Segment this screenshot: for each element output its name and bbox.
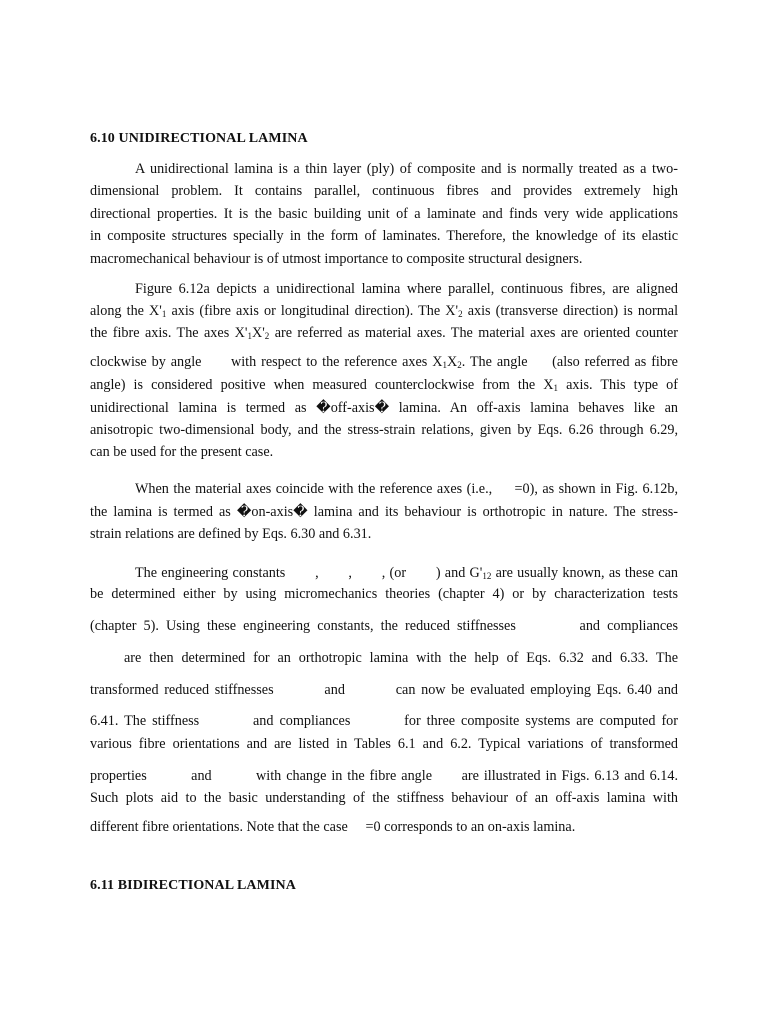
paragraph4-line3: (chapter 5). Using these engineering constants, the reduced stiffnesses and compliances	[90, 618, 678, 634]
subscript: 1	[161, 309, 167, 319]
paragraph1-line3: directional properties. It is the basic building unit of a laminate and finds very wide applications	[90, 206, 678, 222]
text-run: are usually known, as these can	[491, 565, 678, 581]
text-run: X	[446, 354, 458, 370]
paragraph2-line7: anisotropic two-dimensional body, and the stress-strain relations, given by Eqs. 6.26 through 6.29,	[90, 422, 678, 438]
paragraph1-line1: A unidirectional lamina is a thin layer (ply) of composite and is normally treated as a two-	[135, 161, 678, 177]
paragraph1-line2: dimensional problem. It contains parallel, continuous fibres and provides extremely high	[90, 183, 678, 199]
paragraph2-line6: unidirectional lamina is termed as �off-axis� lamina. An off-axis lamina behaves like an	[90, 400, 678, 416]
paragraph1-line4: in composite structures specially in the form of laminates. Therefore, the knowledge of its elastic	[90, 228, 678, 244]
text-run: are referred as material axes. The material axes are oriented counter	[269, 325, 678, 341]
text-run: axis. This type of	[558, 377, 678, 393]
paragraph3-line2: the lamina is termed as �on-axis� lamina and its behaviour is orthotropic in nature. The stress-	[90, 504, 678, 520]
text-run: clockwise by angle with respect to the reference axes X	[90, 354, 443, 370]
subscript: 1	[553, 383, 559, 393]
paragraph4-line6: 6.41. The stiffness and compliances for three composite systems are computed for	[90, 713, 678, 729]
text-run: axis (transverse direction) is normal	[462, 303, 679, 319]
section-heading-bidirectional: 6.11 BIDIRECTIONAL LAMINA	[90, 878, 296, 893]
subscript: 2	[458, 309, 463, 319]
section-heading-unidirectional: 6.10 UNIDIRECTIONAL LAMINA	[90, 131, 308, 146]
subscript: 2	[264, 331, 270, 341]
paragraph2-line8: can be used for the present case.	[90, 444, 274, 460]
paragraph4-line4: are then determined for an orthotropic lamina with the help of Eqs. 6.32 and 6.33. The	[124, 650, 678, 666]
text-run: the fibre axis. The axes X'	[90, 325, 248, 341]
paragraph4-line9: Such plots aid to the basic understanding of the stiffness behaviour of an off-axis lamina with	[90, 790, 678, 806]
paragraph4-line10: different fibre orientations. Note that the case =0 corresponds to an on-axis lamina.	[90, 819, 576, 835]
text-run: axis (fibre axis or longitudinal direction). The X'	[166, 303, 459, 319]
paragraph2-line1: Figure 6.12a depicts a unidirectional lamina where parallel, continuous fibres, are aligned	[135, 281, 678, 297]
text-run: X'	[251, 325, 265, 341]
paragraph2-line2	[90, 302, 678, 320]
subscript: 1	[442, 360, 447, 370]
text-run: The engineering constants , , , (or ) and G'	[135, 565, 483, 581]
paragraph4-line1	[135, 564, 678, 582]
paragraph4-line8: properties and with change in the fibre angle are illustrated in Figs. 6.13 and 6.14.	[90, 768, 678, 784]
subscript: 1	[247, 331, 252, 341]
subscript: 12	[482, 571, 492, 581]
paragraph3-line3: strain relations are defined by Eqs. 6.30 and 6.31.	[90, 526, 372, 542]
paragraph4-line2: be determined either by using micromechanics theories (chapter 4) or by characterization tests	[90, 586, 678, 602]
paragraph4-line7: various fibre orientations and are listed in Tables 6.1 and 6.2. Typical variations of transformed	[90, 736, 678, 752]
text-run: . The angle (also referred as fibre	[461, 354, 678, 370]
paragraph2-line3	[90, 324, 678, 342]
text-run: along the X'	[90, 303, 162, 319]
paragraph4-line5: transformed reduced stiffnesses and can now be evaluated employing Eqs. 6.40 and	[90, 682, 678, 698]
paragraph3-line1: When the material axes coincide with the reference axes (i.e., =0), as shown in Fig. 6.12b,	[135, 481, 678, 497]
paragraph2-line5	[90, 376, 678, 394]
subscript: 2	[457, 360, 462, 370]
paragraph2-line4	[90, 353, 678, 371]
paragraph1-line5: macromechanical behaviour is of utmost importance to composite structural designers.	[90, 251, 583, 267]
text-run: angle) is considered positive when measured counterclockwise from the X	[90, 377, 554, 393]
